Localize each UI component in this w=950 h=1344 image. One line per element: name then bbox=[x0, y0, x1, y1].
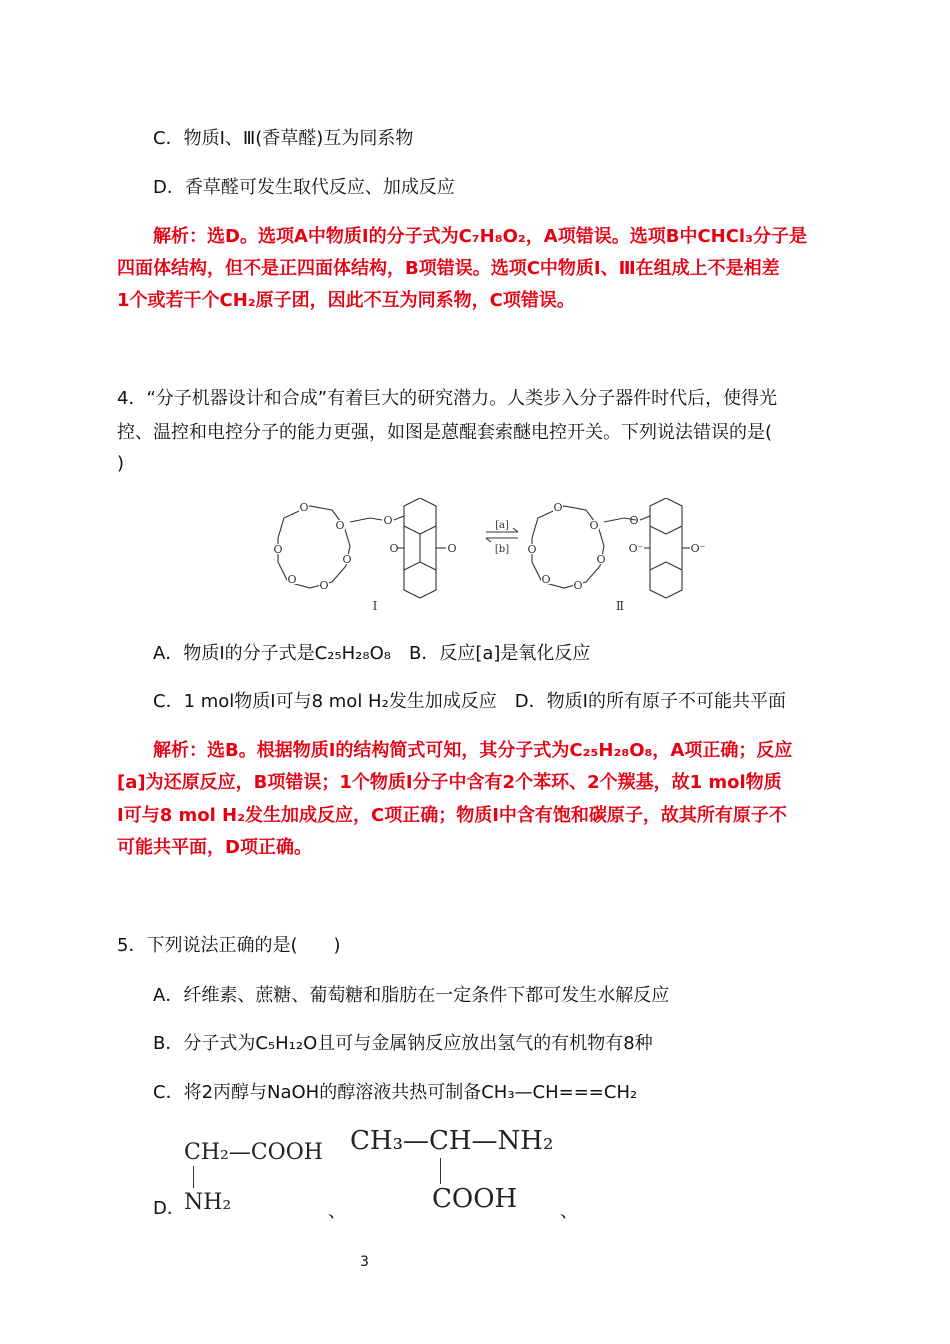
benzene-ring-top-i bbox=[404, 498, 436, 534]
q4-options-cd: C．1 mol物质Ⅰ可与8 mol H₂发生加成反应 D．物质Ⅰ的所有原子不可能共平面 bbox=[153, 691, 786, 712]
ether-oxygen: O bbox=[335, 519, 345, 532]
ether-oxygen: O bbox=[527, 543, 537, 556]
ether-oxygen: O bbox=[596, 553, 606, 566]
q5-option-a: A．纤维素、蔗糖、葡萄糖和脂肪在一定条件下都可发生水解反应 bbox=[153, 985, 670, 1006]
benzene-ring-bottom-ii bbox=[650, 562, 682, 598]
q5-option-d-label: D． bbox=[153, 1198, 185, 1219]
arrow-label-b: [b] bbox=[494, 544, 510, 555]
ether-oxygen: O bbox=[573, 579, 583, 592]
ether-oxygen: O bbox=[273, 543, 283, 556]
label-molecule-i: Ⅰ bbox=[372, 599, 378, 613]
q4-analysis-line-3: Ⅰ可与8 mol H₂发生加成反应，C项正确；物质Ⅰ中含有饱和碳原子，故其所有原子不 bbox=[117, 805, 787, 826]
formula-bond-line bbox=[193, 1166, 194, 1188]
ether-oxygen: O bbox=[342, 553, 352, 566]
q4-stem-line-2: 控、温控和电控分子的能力更强，如图是蒽醌套索醚电控开关。下列说法错误的是( bbox=[117, 422, 773, 443]
anthraquinone-lasso-ether-figure bbox=[270, 498, 710, 616]
q5-option-c: C．将2丙醇与NaOH的醇溶液共热可制备CH₃—CH===CH₂ bbox=[153, 1082, 638, 1103]
q3-analysis-line-3: 1个或若干个CH₂原子团，因此不互为同系物，C项错误。 bbox=[117, 290, 575, 311]
separator: 、 bbox=[328, 1201, 346, 1222]
alanine-formula-top: CH₃—CH—NH₂ bbox=[350, 1126, 554, 1156]
q4-stem-line-3: ) bbox=[117, 453, 125, 474]
label-molecule-ii: Ⅱ bbox=[615, 599, 625, 613]
linker-oxygen: O bbox=[629, 514, 639, 527]
ether-oxygen: O bbox=[541, 573, 551, 586]
alanine-formula-bottom: COOH bbox=[432, 1184, 518, 1214]
q5-option-b: B．分子式为C₅H₁₂O且可与金属钠反应放出氢气的有机物有8种 bbox=[153, 1033, 653, 1054]
glycine-formula-bottom: NH₂ bbox=[184, 1190, 232, 1215]
ether-oxygen: O bbox=[287, 573, 297, 586]
linker-oxygen: O bbox=[383, 514, 393, 527]
q5-stem: 5．下列说法正确的是( ) bbox=[117, 935, 341, 956]
ether-oxygen: O bbox=[589, 519, 599, 532]
page-number: 3 bbox=[360, 1254, 369, 1270]
anion-oxygen-left: O⁻ bbox=[628, 542, 644, 555]
q4-stem-line-1: 4．“分子机器设计和合成”有着巨大的研究潜力。人类步入分子器件时代后，使得光 bbox=[117, 388, 778, 409]
carbonyl-oxygen-right: O bbox=[447, 542, 457, 555]
benzene-ring-top-ii bbox=[650, 498, 682, 534]
q4-analysis-line-4: 可能共平面，D项正确。 bbox=[117, 837, 312, 858]
q4-options-ab: A．物质Ⅰ的分子式是C₂₅H₂₈O₈ B．反应[a]是氧化反应 bbox=[153, 643, 591, 664]
anion-oxygen-right: O⁻ bbox=[690, 542, 706, 555]
q4-analysis-line-1: 解析：选B。根据物质Ⅰ的结构简式可知，其分子式为C₂₅H₂₈O₈，A项正确；反应 bbox=[153, 740, 793, 761]
ether-oxygen: O bbox=[299, 501, 309, 514]
q3-analysis-line-1: 解析：选D。选项A中物质Ⅰ的分子式为C₇H₈O₂，A项错误。选项B中CHCl₃分子是 bbox=[153, 226, 807, 247]
q4-analysis-line-2: [a]为还原反应，B项错误；1个物质Ⅰ分子中含有2个苯环、2个羰基，故1 mol物质 bbox=[117, 772, 782, 793]
ether-oxygen: O bbox=[553, 501, 563, 514]
benzene-ring-bottom-i bbox=[404, 562, 436, 598]
arrow-label-a: [a] bbox=[495, 520, 509, 531]
q3-analysis-line-2: 四面体结构，但不是正四面体结构，B项错误。选项C中物质Ⅰ、Ⅲ在组成上不是相差 bbox=[117, 258, 780, 279]
q3-option-c: C．物质Ⅰ、Ⅲ(香草醛)互为同系物 bbox=[153, 128, 414, 149]
separator: 、 bbox=[560, 1201, 578, 1222]
q3-option-d: D．香草醛可发生取代反应、加成反应 bbox=[153, 177, 455, 198]
glycine-formula-top: CH₂—COOH bbox=[184, 1140, 323, 1165]
carbonyl-oxygen-left: O bbox=[389, 542, 399, 555]
formula-bond-line bbox=[440, 1158, 441, 1184]
ether-oxygen: O bbox=[319, 579, 329, 592]
